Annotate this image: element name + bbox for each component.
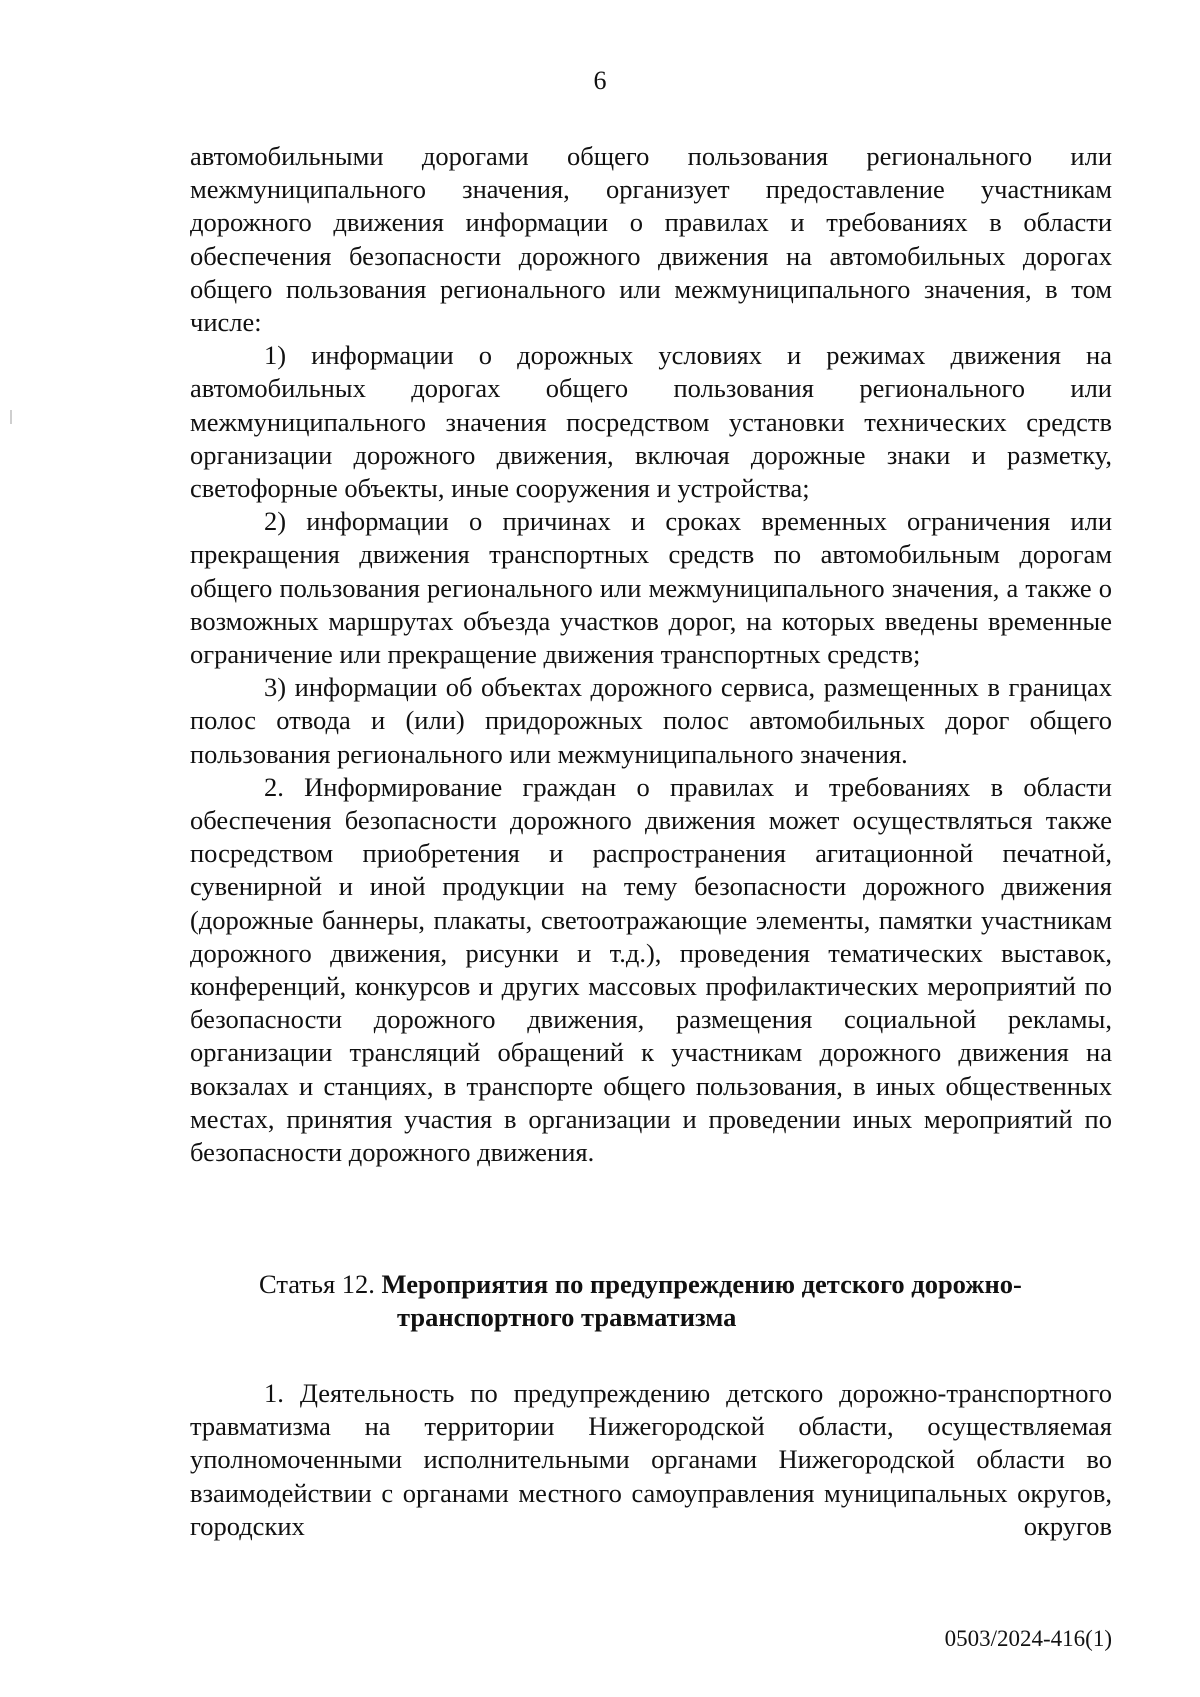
article-heading-line-1 [259,1268,1022,1301]
article-title-part-2: транспортного травматизма [397,1302,737,1332]
document-code: 0503/2024-416(1) [944,1626,1112,1651]
paragraph-continuation: автомобильными дорогами общего пользования регионального или межмуниципального значения, организует предоставление участникам дорожного движения информации о правилах и требованиях в области обеспечения безопасности дорожного движения на автомобильных дорогах общего пользования регионального или межмуниципального значения, в том числе: [190,141,1112,338]
scan-artifact [10,410,12,424]
paragraph-item-1: 1) информации о дорожных условиях и режимах движения на автомобильных дорогах общего пользования регионального или межмуниципального значения посредством установки технических средств организации дорожного движения, включая дорожные знаки и разметку, светофорные объекты, иные сооружения и устройства; [190,340,1112,504]
article-label: Статья 12. [259,1269,375,1299]
paragraph-point-2: 2. Информирование граждан о правилах и требованиях в области обеспечения безопасности дорожного движения может осуществляться также посредством приобретения и распространения агитационной печатной, сувенирной и иной продукции на тему безопасности дорожного движения (дорожные баннеры, плакаты, светоотражающие элементы, памятки участникам дорожного движения, рисунки и т.д.), проведения тематических выставок, конференций, конкурсов и других массовых профилактических мероприятий по безопасности дорожного движения, размещения социальной рекламы, организации трансляций обращений к участникам дорожного движения на вокзалах и станциях, в транспорте общего пользования, в иных общественных местах, принятия участия в организации и проведении иных мероприятий по безопасности дорожного движения. [190,771,1112,1168]
article-title-part-1: Мероприятия по предупреждению детского дорожно- [381,1269,1022,1299]
article-11-body [190,140,1112,1169]
paragraph-item-2: 2) информации о причинах и сроках временных ограничения или прекращения движения транспортных средств по автомобильным дорогам общего пользования регионального или межмуниципального значения, а также о возможных маршрутах объезда участков дорог, на которых введены временные ограничение или прекращение движения транспортных средств; [190,506,1112,670]
article-12-body [190,1377,1112,1543]
paragraph-item-3: 3) информации об объектах дорожного сервиса, размещенных в границах полос отвода и (или) придорожных полос автомобильных дорог общего пользования регионального или межмуниципального значения. [190,672,1112,769]
paragraph-point-1: 1. Деятельность по предупреждению детского дорожно-транспортного травматизма на территории Нижегородской области, осуществляемая уполномоченными исполнительными органами Нижегородской области во взаимодействии с органами местного самоуправления муниципальных округов, городских округов [190,1378,1112,1541]
page-number: 6 [593,66,607,95]
article-heading-line-2 [397,1301,736,1334]
